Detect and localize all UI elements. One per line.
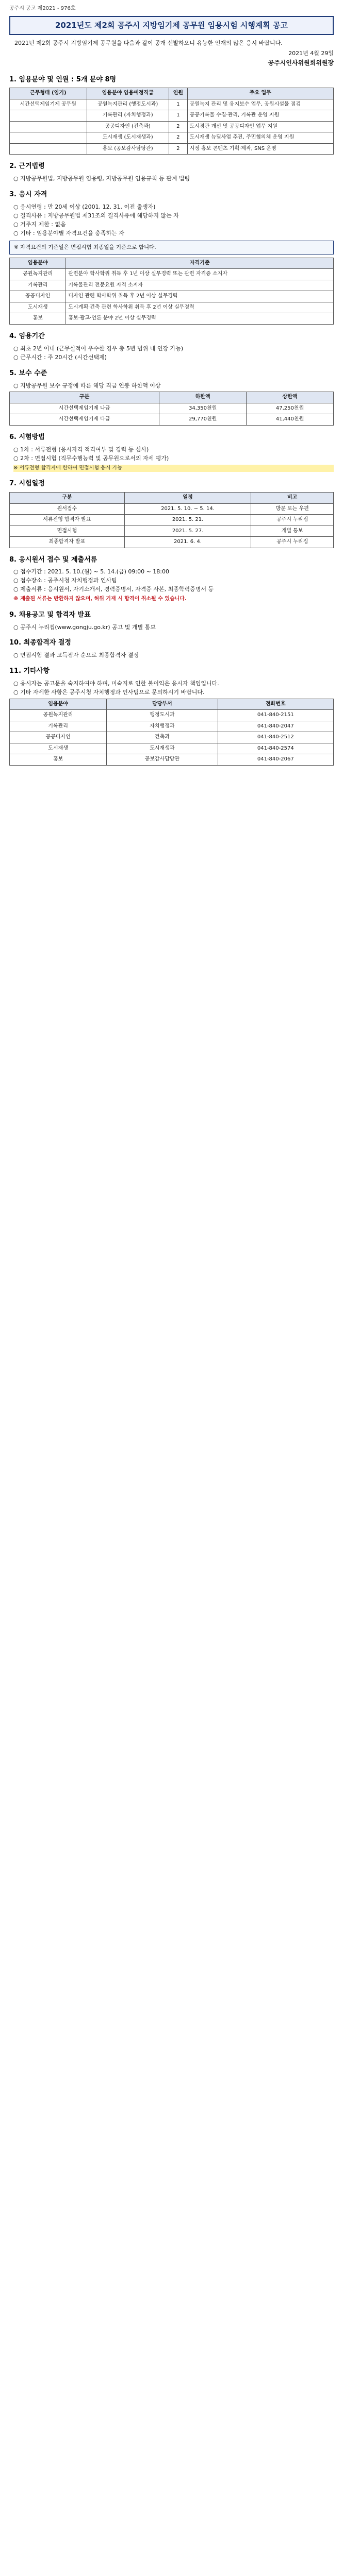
table-cell: 시정 홍보 콘텐츠 기획·제작, SNS 운영 [187,143,333,155]
table-row [10,269,334,280]
table-row [10,414,334,426]
table-cell: 행정도시과 [107,710,218,721]
table-cell: 공공디자인 (건축과) [87,121,169,132]
table-cell [10,110,87,122]
table-header-cell: 임용분야 임용예정직급 [87,88,169,99]
section-7-title: 7. 시험일정 [9,480,45,488]
notice-date: 2021년 4월 29일 [288,50,334,57]
section-1-title: 1. 임용분야 및 인원 : 5개 분야 8명 [9,75,117,83]
section-11-title: 11. 기타사항 [9,667,50,675]
table-header-cell: 근무형태 (임기) [10,88,87,99]
section-4-title: 4. 임용기간 [9,332,45,340]
table-cell: 관련분야 학사학위 취득 후 1년 이상 실무경력 또는 관련 자격증 소지자 [66,269,334,280]
table-cell: 공원녹지관리 [10,269,66,280]
table-cell: 도시재생 (도시재생과) [87,132,169,144]
table-header-cell: 임용분야 [10,699,107,710]
table-cell: 기록관리 (자치행정과) [87,110,169,122]
list-item: ○ 기타 자세한 사항은 공주시청 자치행정과 인사팀으로 문의하시기 바랍니다. [13,689,205,696]
application-list [9,568,334,594]
table-cell: 도시계획·건축 관련 학사학위 취득 후 2년 이상 실무경력 [66,302,334,313]
table-cell: 2 [169,143,187,155]
table-row [10,721,334,732]
table-row [10,743,334,754]
list-item: ○ 결격사유 : 지방공무원법 제31조의 결격사유에 해당하지 않는 자 [13,212,179,219]
table-cell: 시간선택제임기제 나급 [10,403,159,414]
table-cell: 홍보 [10,754,107,766]
page-title: 2021년도 제2회 공주시 지방임기제 공무원 임용시험 시행계획 공고 [9,16,334,36]
table-row [10,143,334,155]
table-row [10,503,334,515]
table-cell: 공공디자인 [10,732,107,743]
contact-table [9,699,334,766]
table-header-cell: 담당부서 [107,699,218,710]
table-cell: 041-840-2067 [218,754,333,766]
table-row [10,526,334,537]
list-item: ○ 접수기간 : 2021. 5. 10.(월) ~ 5. 14.(금) 09:00 ~ 18:00 [13,568,169,575]
table-cell: 공공기록물 수집·관리, 기록관 운영 지원 [187,110,333,122]
table-header-cell: 주요 업무 [187,88,333,99]
list-item: ○ 2차 : 면접시험 (직무수행능력 및 공무원으로서의 자세 평가) [13,454,169,462]
eligibility-list [9,203,334,238]
table-cell: 디자인 관련 학사학위 취득 후 2년 이상 실무경력 [66,291,334,302]
table-header-cell: 임용분야 [10,258,66,269]
table-row [10,291,334,302]
issuing-org: 공주시인사위원회위원장 [268,59,334,67]
notice-code: 공주시 공고 제2021 - 976호 [9,6,76,11]
positions-table [9,88,334,155]
list-item: ○ 근무시간 : 주 20시간 (시간선택제) [13,353,107,361]
table-cell: 방문 또는 우편 [251,503,334,515]
section-5-title: 5. 보수 수준 [9,369,47,377]
list-item: ○ 제출서류 : 응시원서, 자기소개서, 경력증명서, 자격증 사본, 최종학력증명서 등 [13,586,214,593]
table-cell: 공보감사담당관 [107,754,218,766]
table-header-cell: 상한액 [247,392,334,403]
section-6-title: 6. 시험방법 [9,433,45,441]
table-header-cell: 구분 [10,493,125,504]
final-decision-list [9,651,334,659]
table-row [10,515,334,526]
table-cell [10,132,87,144]
table-cell: 도시경관 개선 및 공공디자인 업무 지원 [187,121,333,132]
section-8-title: 8. 응시원서 접수 및 제출서류 [9,555,97,564]
pay-list [9,382,334,390]
table-row [10,732,334,743]
table-row [10,99,334,110]
table-header-cell: 하한액 [159,392,247,403]
table-row [10,313,334,325]
table-header-cell: 비고 [251,493,334,504]
table-cell: 기록관리 [10,280,66,291]
table-cell [10,143,87,155]
table-row [10,302,334,313]
list-item: ○ 접수장소 : 공주시청 자치행정과 인사팀 [13,577,117,584]
list-item: ○ 1차 : 서류전형 (응시자격 적격여부 및 경력 등 심사) [13,446,149,453]
table-row [10,132,334,144]
table-cell: 공공디자인 [10,291,66,302]
misc-list [9,680,334,697]
table-cell: 41,440천원 [247,414,334,426]
table-cell: 041-840-2047 [218,721,333,732]
table-cell: 공주시 누리집 [251,515,334,526]
pay-table [9,392,334,426]
table-cell: 1 [169,99,187,110]
table-cell: 2 [169,132,187,144]
list-item: ○ 응시연령 : 만 20세 이상 (2001. 12. 31. 이전 출생자) [13,203,156,210]
eligibility-notice: ※ 자격요건의 기준일은 면접시험 최종일을 기준으로 합니다. [9,241,334,255]
table-cell: 건축과 [107,732,218,743]
section-2-title: 2. 근거법령 [9,162,45,171]
table-cell: 공원녹지 관리 및 유지보수 업무, 공원시설물 점검 [187,99,333,110]
term-list [9,345,334,362]
table-cell: 홍보 [10,313,66,325]
table-cell: 원서접수 [10,503,125,515]
table-cell: 041-840-2512 [218,732,333,743]
table-row [10,710,334,721]
exam-method-list [9,446,334,463]
table-cell: 시간선택제임기제 공무원 [10,99,87,110]
table-cell: 2021. 6. 4. [124,537,251,548]
list-item: ○ 공주시 누리집(www.gongju.go.kr) 공고 및 개별 통보 [13,623,156,631]
table-cell: 홍보 (공보감사담당관) [87,143,169,155]
table-row [10,537,334,548]
list-item: ○ 지방공무원 보수 규정에 따른 해당 직급 연봉 하한액 이상 [13,382,161,389]
table-header-cell: 일정 [124,493,251,504]
table-cell: 1 [169,110,187,122]
table-cell: 개별 통보 [251,526,334,537]
section-3-title: 3. 응시 자격 [9,191,47,199]
table-cell: 면접시험 [10,526,125,537]
table-cell: 시간선택제임기제 다급 [10,414,159,426]
table-cell: 공원녹지관리 [10,710,107,721]
table-cell: 공주시 누리집 [251,537,334,548]
table-cell: 도시재생과 [107,743,218,754]
table-cell: 도시재생 뉴딜사업 추진, 주민협의체 운영 지원 [187,132,333,144]
table-row [10,403,334,414]
list-item: ○ 지방공무원법, 지방공무원 임용령, 지방공무원 임용규칙 등 관계 법령 [13,175,190,182]
table-cell: 기록관리 [10,721,107,732]
table-cell: 최종합격자 발표 [10,537,125,548]
table-row [10,121,334,132]
list-item: ○ 면접시험 결과 고득점자 순으로 최종합격자 결정 [13,652,139,659]
table-row [10,754,334,766]
table-header-cell: 인원 [169,88,187,99]
table-cell: 서류전형 합격자 발표 [10,515,125,526]
table-header-cell: 구분 [10,392,159,403]
list-item: ○ 기타 : 임용분야별 자격요건을 충족하는 자 [13,229,124,236]
announcement-list [9,623,334,632]
table-cell: 2021. 5. 27. [124,526,251,537]
table-cell: 도시재생 [10,743,107,754]
section-9-title: 9. 채용공고 및 합격자 발표 [9,611,91,619]
table-cell: 47,250천원 [247,403,334,414]
application-remark: ※ 제출된 서류는 반환하지 않으며, 허위 기재 시 합격이 취소될 수 있습니다. [13,596,187,602]
notice-page [0,0,343,781]
qualification-table [9,258,334,325]
table-cell: 공원녹지관리 (행정도시과) [87,99,169,110]
table-cell: 041-840-2574 [218,743,333,754]
table-cell: 041-840-2151 [218,710,333,721]
table-cell: 자치행정과 [107,721,218,732]
table-row [10,110,334,122]
list-item: ○ 최초 2년 이내 (근무실적이 우수한 경우 총 5년 범위 내 연장 가능) [13,345,184,352]
table-cell: 홍보·광고·언론 분야 2년 이상 실무경력 [66,313,334,325]
section-10-title: 10. 최종합격자 결정 [9,639,71,647]
table-row [10,280,334,291]
list-item: ○ 응시자는 공고문을 숙지하여야 하며, 미숙지로 인한 불이익은 응시자 책임입니다. [13,680,219,687]
table-cell: 2021. 5. 10. ~ 5. 14. [124,503,251,515]
table-cell: 기록물관리 전문요원 자격 소지자 [66,280,334,291]
schedule-table [9,492,334,548]
table-cell [10,121,87,132]
legal-basis-list [9,175,334,183]
table-header-cell: 전화번호 [218,699,333,710]
table-cell: 34,350천원 [159,403,247,414]
table-cell: 2 [169,121,187,132]
intro-text: 2021년 제2회 공주시 지방임기제 공무원을 다음과 같이 공개 선발하오니 유능한 인재의 많은 응시 바랍니다. [14,40,283,47]
exam-method-highlight: ※ 서류전형 합격자에 한하여 면접시험 응시 가능 [13,465,334,472]
table-cell: 29,770천원 [159,414,247,426]
table-cell: 2021. 5. 21. [124,515,251,526]
table-header-cell: 자격기준 [66,258,334,269]
table-cell: 도시재생 [10,302,66,313]
list-item: ○ 거주지 제한 : 없음 [13,221,66,228]
